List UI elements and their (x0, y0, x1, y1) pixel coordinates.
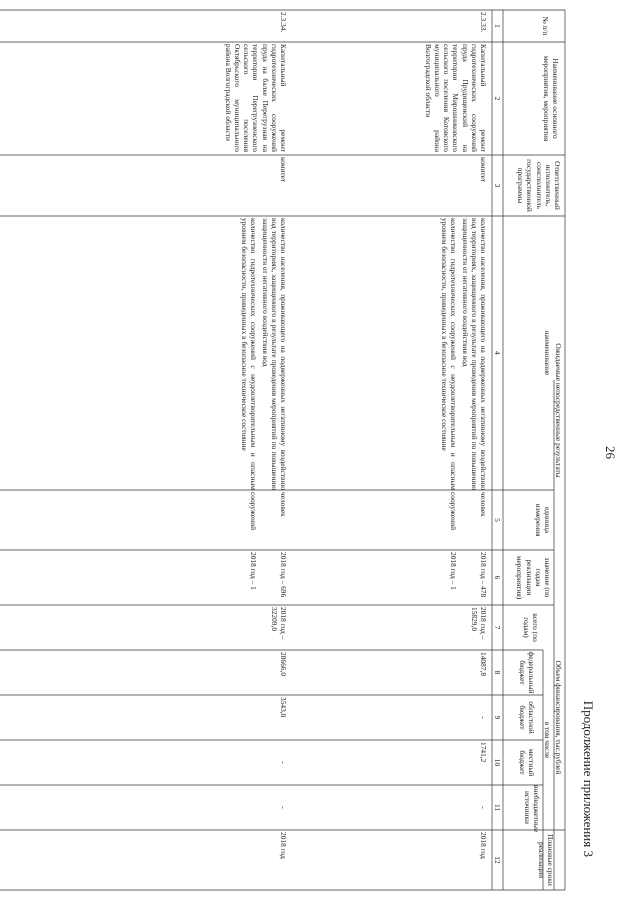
col-number-10: 10 (493, 758, 502, 767)
header-executor: Ответственный исполнитель, соисполнитель государственной программы (516, 159, 562, 212)
header-regional: областной бюджет (517, 701, 536, 734)
header-term: Плановые сроки реализации (536, 834, 555, 886)
header-including: в том числе (543, 721, 552, 759)
row2-total: 2018 год – 32209,0 (269, 607, 288, 640)
row2-local: - (279, 761, 288, 764)
col-number-2: 2 (493, 96, 502, 101)
row1-executor: комитет (479, 157, 488, 183)
header-federal: федеральный бюджет (517, 651, 536, 694)
row2-result2-unit: сооружений (249, 492, 258, 531)
row1-local: 1741,2 (479, 742, 488, 763)
col-number-11: 11 (493, 803, 502, 812)
row2-num: 2.3.34. (279, 12, 288, 33)
row2-measure-name: Капитальный ремонт гидротехнических сооружений пруда на балке Перегрузная на территории Перегрузненского сельского поселения Октябрьского муниципального района Волгоградской области (223, 44, 288, 152)
row1-federal: 14087,8 (479, 652, 488, 677)
header-value: значение (по годам реализации мероприятия) (515, 555, 552, 600)
col-number-5: 5 (493, 518, 502, 522)
row2-federal: 28666,0 (279, 652, 288, 677)
header-num: № п/п (541, 16, 550, 36)
row2-extra: - (279, 806, 288, 809)
row2-result2-name: количество гидротехнических сооружений с неудовлетворительным и опасным уровнем безопасности, приведенных в безопасное техническое состояние (239, 218, 258, 490)
continuation-title: Продолжение приложения 3 (581, 700, 596, 857)
col-number-1: 1 (493, 24, 502, 28)
row1-term: 2018 год (479, 832, 488, 859)
row1-result2-value: 2018 год – 1 (449, 552, 458, 590)
row2-executor: комитет (279, 157, 288, 183)
header-result-name: наименование (543, 330, 552, 376)
row1-num: 2.3.33. (479, 12, 488, 33)
col-number-8: 8 (493, 670, 502, 675)
col-number-7: 7 (493, 625, 502, 630)
row1-result1-unit: человек (479, 492, 488, 517)
row2-result1-value: 2018 год – 696 (279, 552, 288, 598)
col-number-12: 12 (493, 856, 502, 864)
row2-result2-value: 2018 год – 1 (249, 552, 258, 590)
col-number-3: 3 (493, 183, 502, 188)
row2-regional: 3543,0 (279, 697, 288, 718)
header-extra: внебюджетные источники (522, 785, 541, 833)
row2-result1-unit: человек (279, 492, 288, 517)
row1-extra: - (479, 806, 488, 809)
row1-result2-name: количество гидротехнических сооружений с неудовлетворительным и опасным уровнем безопасности, приведенных в безопасное техническое состояние (439, 218, 458, 490)
row2-result1-name: количество населения, проживающего на подверженных негативному воздействию вод территориях, защищенного в результате проведения мероприятий по повышению защищенности от негативного воздействия вод (260, 218, 288, 490)
page-number: 26 (603, 446, 618, 459)
row1-regional: - (479, 716, 488, 719)
col-number-4: 4 (493, 351, 502, 355)
row1-measure-name: Капитальный ремонт гидротехнических сооружений пруда Прудищенский на территории Мирошниковского сельского поселения Котовского муниципального района Волгоградской области (423, 44, 488, 152)
row1-result2-unit: сооружений (449, 492, 458, 531)
col-number-9: 9 (493, 715, 502, 720)
header-local: местный бюджет (517, 748, 536, 777)
row2-term: 2018 год (279, 832, 288, 859)
row1-result1-name: количество населения, проживающего на подверженных негативному воздействию вод территориях, защищенного в результате проведения мероприятий по повышению защищенности от негативного воздействия вод (460, 218, 488, 490)
col-number-6: 6 (493, 575, 502, 580)
row1-result1-value: 2018 год – 478 (479, 552, 488, 598)
header-expected-results: Ожидаемые непосредственные результаты (554, 343, 563, 478)
row1-total: 2018 год – 15829,0 (469, 607, 488, 640)
header-funding: Объем финансирования, тыс.рублей (554, 660, 563, 775)
header-measure-name: Наименование основного мероприятия, мероприятия (541, 55, 560, 142)
header-total: всего (по годам) (521, 613, 540, 642)
header-unit: единица измерения (533, 503, 552, 537)
